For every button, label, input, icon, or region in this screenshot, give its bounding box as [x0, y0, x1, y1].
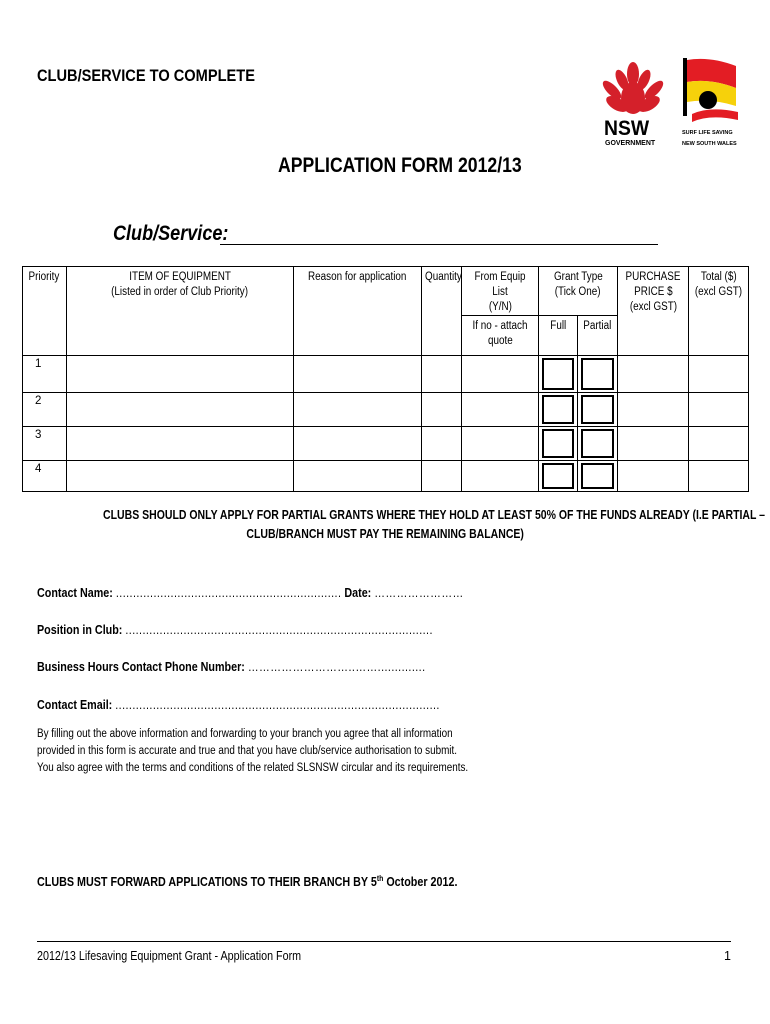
total-header: Total ($) (excl GST)	[689, 267, 749, 356]
surf-life-saving-logo	[680, 56, 740, 156]
price-cell[interactable]	[618, 427, 689, 461]
full-tickbox[interactable]	[539, 393, 578, 427]
disclaimer-line: By filling out the above information and forwarding to your branch you agree that all information	[37, 728, 453, 740]
disclaimer-text	[37, 726, 538, 777]
form-title: APPLICATION FORM 2012/13	[278, 154, 522, 177]
table-row	[23, 461, 749, 492]
price-cell[interactable]	[618, 461, 689, 492]
item-cell[interactable]	[67, 356, 294, 393]
equip-list-cell[interactable]	[462, 356, 539, 393]
quantity-cell[interactable]	[422, 356, 462, 393]
partial-tickbox[interactable]	[578, 393, 618, 427]
nsw-government-logo	[592, 60, 674, 155]
total-cell[interactable]	[689, 393, 749, 427]
notice-line2: CLUB/BRANCH MUST PAY THE REMAINING BALANCE)	[246, 527, 524, 541]
position-row[interactable]	[37, 623, 433, 637]
equip-list-cell[interactable]	[462, 427, 539, 461]
position-label: Position in Club:	[37, 623, 123, 637]
footer-title: 2012/13 Lifesaving Equipment Grant - Application Form	[37, 949, 302, 963]
disclaimer-line: provided in this form is accurate and true and that you have club/service authorisation to submit.	[37, 745, 458, 757]
full-tickbox[interactable]	[539, 427, 578, 461]
phone-row[interactable]	[37, 660, 426, 674]
equip-list-cell[interactable]	[462, 461, 539, 492]
footer-divider	[37, 941, 731, 942]
email-field[interactable]: ...............................................................................................	[115, 698, 440, 712]
contact-name-row[interactable]	[37, 586, 464, 600]
equip-list-subheader: If no - attach quote	[462, 316, 539, 356]
surf-flag-icon	[680, 56, 740, 128]
reason-cell[interactable]	[294, 393, 422, 427]
sls-text-line1: SURF LIFE SAVING	[682, 130, 733, 136]
reason-header: Reason for application	[294, 267, 422, 356]
purchase-price-header: PURCHASE PRICE $ (excl GST)	[618, 267, 689, 356]
priority-cell: 4	[23, 461, 67, 492]
partial-tickbox[interactable]	[578, 427, 618, 461]
grant-full-header: Full	[539, 316, 578, 356]
table-row	[23, 427, 749, 461]
waratah-icon	[592, 60, 674, 118]
club-service-field[interactable]	[220, 244, 658, 245]
disclaimer-line: You also agree with the terms and conditions of the related SLSNSW circular and its requirements.	[37, 762, 469, 774]
equip-list-header: From Equip List (Y/N)	[462, 267, 539, 316]
date-label: Date:	[344, 586, 372, 600]
item-header: ITEM OF EQUIPMENT (Listed in order of Club Priority)	[67, 267, 294, 356]
position-field[interactable]: ..........................................................................................	[125, 623, 433, 637]
priority-header: Priority	[23, 267, 67, 356]
table-row	[23, 393, 749, 427]
grant-type-header: Grant Type (Tick One)	[539, 267, 618, 316]
partial-tickbox[interactable]	[578, 461, 618, 492]
priority-cell: 1	[23, 356, 67, 393]
contact-name-field[interactable]: ..................................................................	[115, 586, 342, 600]
reason-cell[interactable]	[294, 427, 422, 461]
page-number: 1	[724, 949, 731, 963]
item-cell[interactable]	[67, 461, 294, 492]
deadline-notice: CLUBS MUST FORWARD APPLICATIONS TO THEIR BRANCH BY 5th October 2012.	[37, 874, 458, 890]
price-cell[interactable]	[618, 393, 689, 427]
priority-cell: 3	[23, 427, 67, 461]
item-cell[interactable]	[67, 427, 294, 461]
total-cell[interactable]	[689, 356, 749, 393]
grant-partial-header: Partial	[578, 316, 618, 356]
date-field[interactable]: ……………………	[374, 586, 464, 600]
email-row[interactable]	[37, 698, 440, 712]
email-label: Contact Email:	[37, 698, 113, 712]
quantity-cell[interactable]	[422, 427, 462, 461]
reason-cell[interactable]	[294, 461, 422, 492]
reason-cell[interactable]	[294, 356, 422, 393]
nsw-government-text: GOVERNMENT	[605, 140, 656, 147]
contact-name-label: Contact Name:	[37, 586, 113, 600]
phone-label: Business Hours Contact Phone Number:	[37, 660, 245, 674]
full-tickbox[interactable]	[539, 461, 578, 492]
section-heading: CLUB/SERVICE TO COMPLETE	[37, 66, 255, 85]
equip-list-cell[interactable]	[462, 393, 539, 427]
sls-text-line2: NEW SOUTH WALES	[682, 141, 737, 147]
table-row	[23, 356, 749, 393]
item-cell[interactable]	[67, 393, 294, 427]
quantity-cell[interactable]	[422, 461, 462, 492]
partial-grant-notice	[40, 506, 766, 544]
full-tickbox[interactable]	[539, 356, 578, 393]
priority-cell: 2	[23, 393, 67, 427]
total-cell[interactable]	[689, 427, 749, 461]
price-cell[interactable]	[618, 356, 689, 393]
total-cell[interactable]	[689, 461, 749, 492]
nsw-wordmark: NSW	[604, 117, 650, 140]
notice-line1: CLUBS SHOULD ONLY APPLY FOR PARTIAL GRANTS WHERE THEY HOLD AT LEAST 50% OF THE FUNDS ALREADY (I.E PARTIAL –	[103, 508, 766, 522]
quantity-cell[interactable]	[422, 393, 462, 427]
equipment-table	[22, 266, 749, 492]
partial-tickbox[interactable]	[578, 356, 618, 393]
phone-field[interactable]: ………………………..……..............	[247, 660, 426, 674]
club-service-label: Club/Service:	[113, 222, 229, 245]
quantity-header: Quantity	[422, 267, 462, 356]
